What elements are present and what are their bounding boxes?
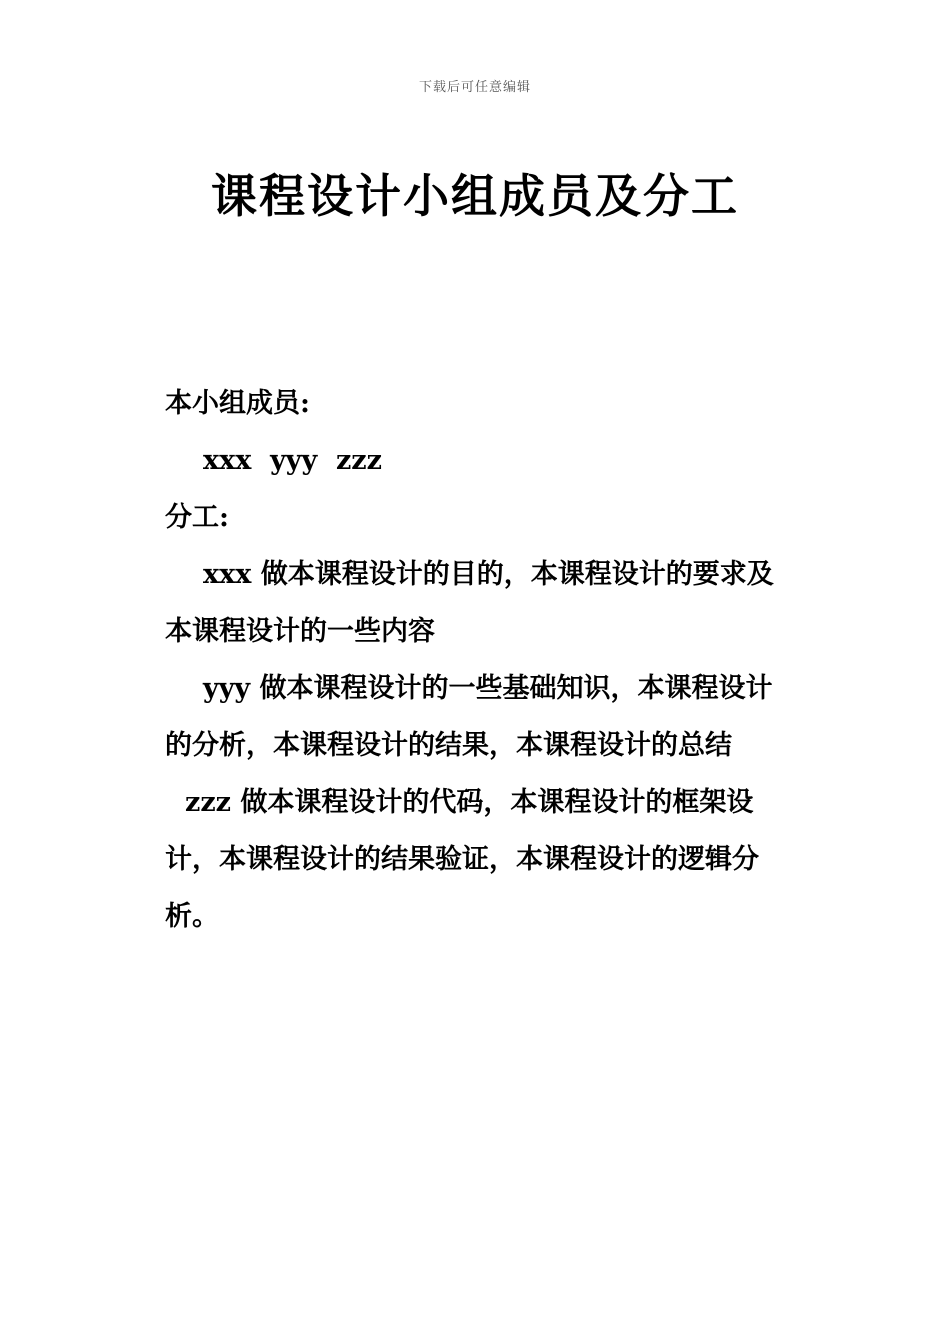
page-header: 下载后可任意编辑 (418, 80, 531, 95)
division-label: 分工: (165, 502, 229, 533)
members-list: xxx yyy zzz (203, 445, 382, 476)
members-label: 本小组成员: (165, 388, 310, 419)
document-body (165, 375, 790, 945)
document-title: 课程设计小组成员及分工 (211, 169, 739, 223)
task-paragraph-yyy: yyy 做本课程设计的一些基础知识，本课程设计的分析，本课程设计的结果，本课程设计的总结 (165, 673, 773, 761)
task-paragraph-xxx: xxx 做本课程设计的目的，本课程设计的要求及本课程设计的一些内容 (165, 559, 774, 647)
task-paragraph-zzz: zzz 做本课程设计的代码，本课程设计的框架设计，本课程设计的结果验证，本课程设计的逻辑分析。 (165, 787, 759, 932)
